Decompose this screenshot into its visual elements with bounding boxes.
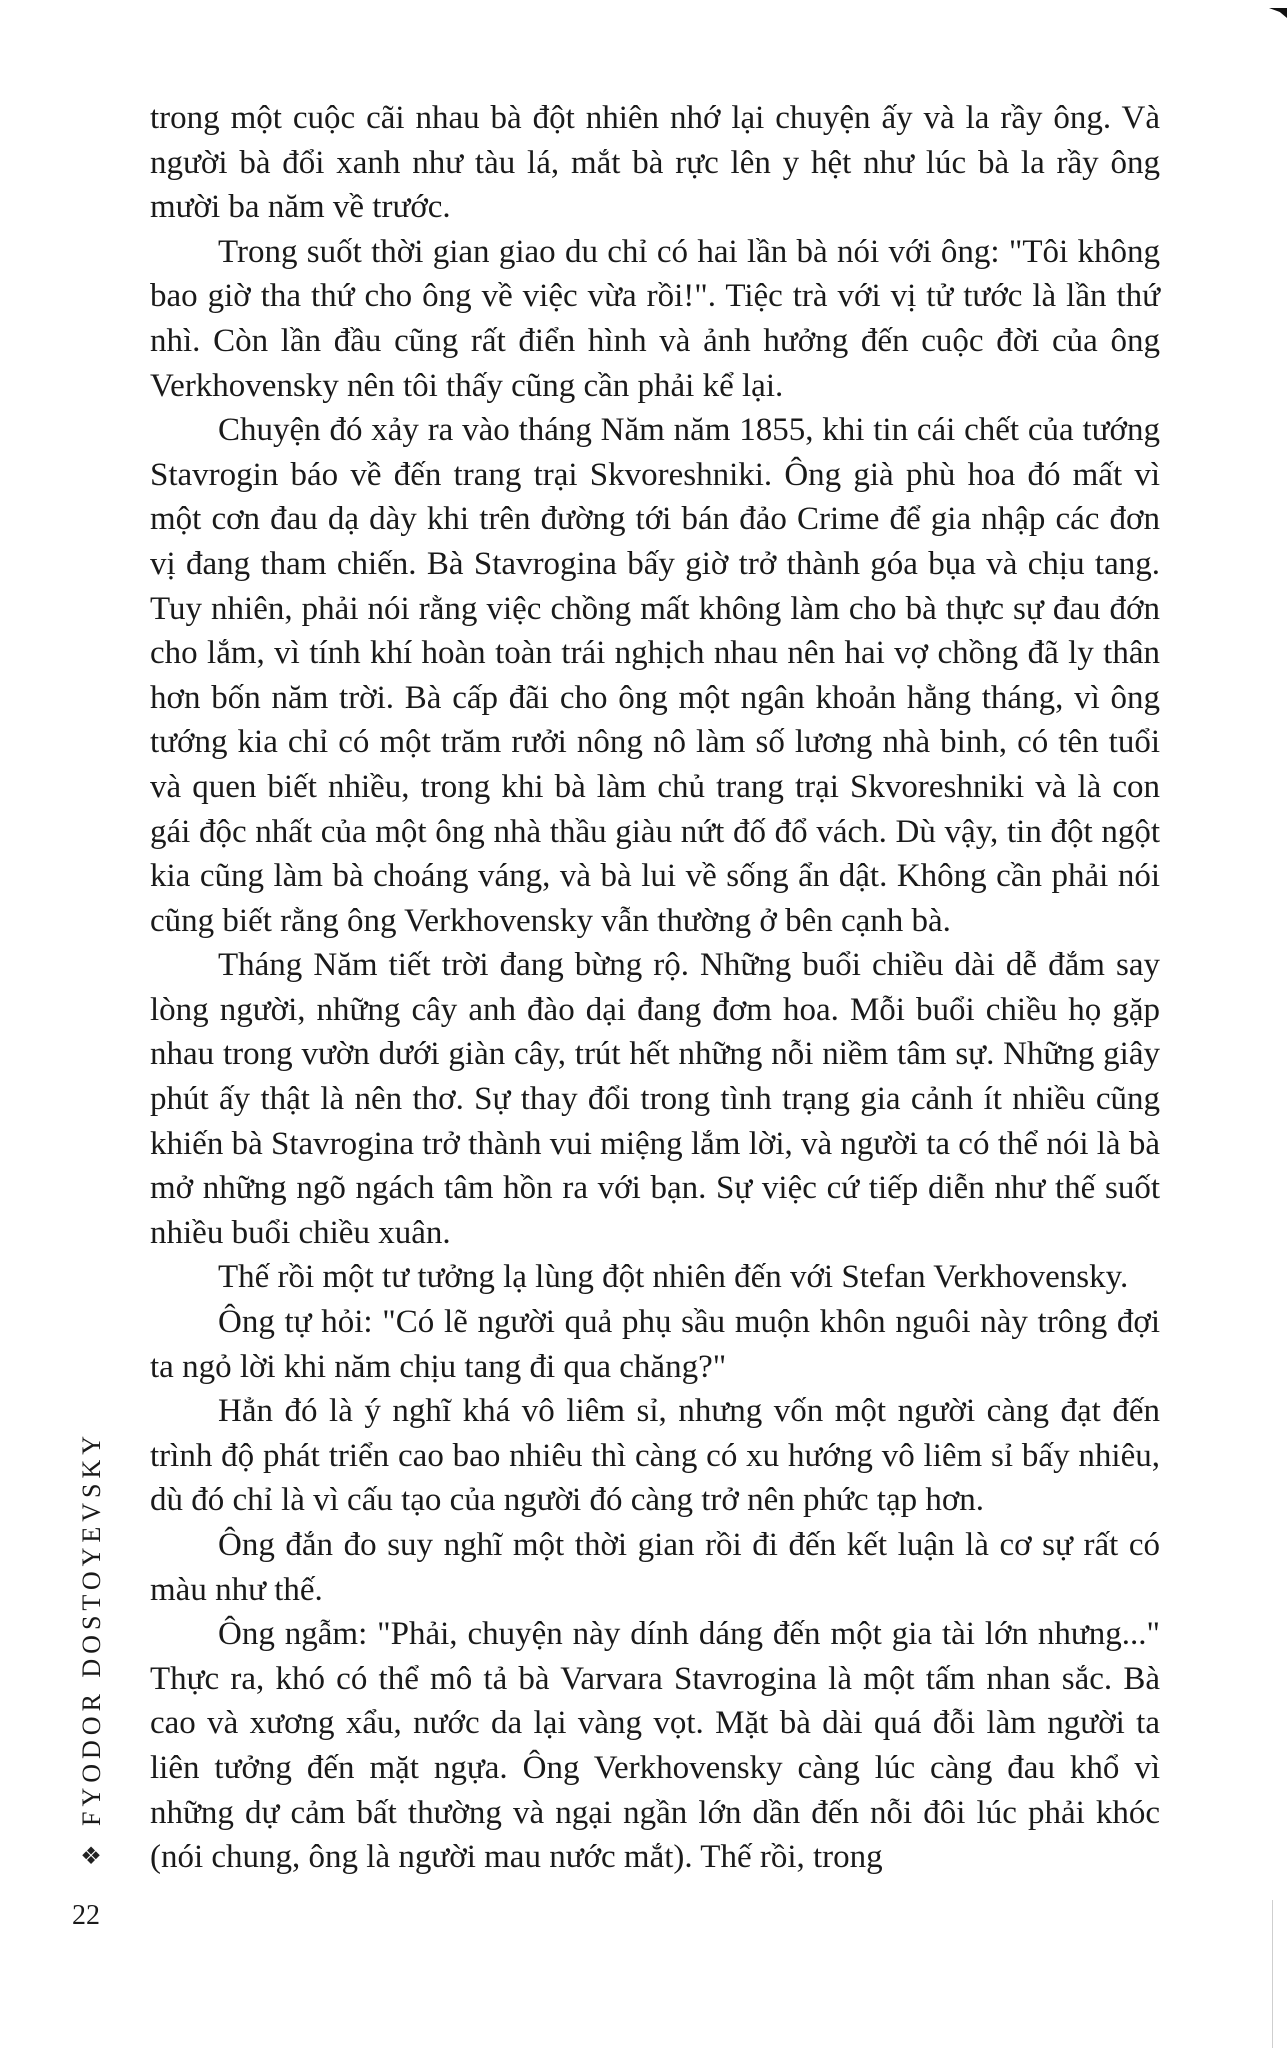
paragraph-6: Ông tự hỏi: "Có lẽ người quả phụ sầu muộn khôn nguôi này trông đợi ta ngỏ lời khi năm chịu tang đi qua chăng?" bbox=[150, 1304, 1160, 1385]
paragraph-7: Hẳn đó là ý nghĩ khá vô liêm sỉ, nhưng vốn một người càng đạt đến trình độ phát triển cao bao nhiêu thì càng có xu hướng vô liêm sỉ bấy nhiêu, dù đó chỉ là vì cấu tạo của người đó càng trở nên phức tạp hơn. bbox=[150, 1393, 1160, 1519]
paragraph-9: Ông ngẫm: "Phải, chuyện này dính dáng đến một gia tài lớn nhưng..." Thực ra, khó có thể mô tả bà Varvara Stavrogina là một tấm nhan sắc. Bà cao và xương xẩu, nước da lại vàng vọt. Mặt bà dài quá đỗi làm người ta liên tưởng đến mặt ngựa. Ông Verkhovensky càng lúc càng đau khổ vì những dự cảm bất thường và ngại ngần lớn dần đến nỗi đôi lúc phải khóc (nói chung, ông là người mau nước mắt). Thế rồi, trong bbox=[150, 1616, 1160, 1876]
ornament-icon: ❖ bbox=[80, 1844, 102, 1870]
page-corner-mark bbox=[1269, 8, 1287, 18]
page-body-text bbox=[150, 96, 1160, 1880]
paragraph-2: Trong suốt thời gian giao du chỉ có hai lần bà nói với ông: "Tôi không bao giờ tha thứ cho ông về việc vừa rồi!". Tiệc trà với vị tử tước là lần thứ nhì. Còn lần đầu cũng rất điển hình và ảnh hưởng đến cuộc đời của ông Verkhovensky nên tôi thấy cũng cần phải kể lại. bbox=[150, 233, 1160, 404]
paragraph-1: trong một cuộc cãi nhau bà đột nhiên nhớ lại chuyện ấy và la rầy ông. Và người bà đổi xanh như tàu lá, mắt bà rực lên y hệt như lúc bà la rầy ông mười ba năm về trước. bbox=[150, 100, 1160, 226]
paragraph-4: Tháng Năm tiết trời đang bừng rộ. Những buổi chiều dài dễ đắm say lòng người, những cây anh đào dại đang đơm hoa. Mỗi buổi chiều họ gặp nhau trong vườn dưới giàn cây, trút hết những nỗi niềm tâm sự. Những giây phút ấy thật là nên thơ. Sự thay đổi trong tình trạng gia cảnh ít nhiều cũng khiến bà Stavrogina trở thành vui miệng lắm lời, và người ta có thể nói là bà mở những ngõ ngách tâm hồn ra với bạn. Sự việc cứ tiếp diễn như thế suốt nhiều buổi chiều xuân. bbox=[150, 947, 1160, 1251]
paragraph-3: Chuyện đó xảy ra vào tháng Năm năm 1855, khi tin cái chết của tướng Stavrogin báo về đến trang trại Skvoreshniki. Ông già phù hoa đó mất vì một cơn đau dạ dày khi trên đường tới bán đảo Crime để gia nhập các đơn vị đang tham chiến. Bà Stavrogina bấy giờ trở thành góa bụa và chịu tang. Tuy nhiên, phải nói rằng việc chồng mất không làm cho bà thực sự đau đớn cho lắm, vì tính khí hoàn toàn trái nghịch nhau nên hai vợ chồng đã ly thân hơn bốn năm trời. Bà cấp đãi cho ông một ngân khoản hằng tháng, vì ông tướng kia chỉ có một trăm rưởi nông nô làm số lương nhà binh, có tên tuổi và quen biết nhiều, trong khi bà làm chủ trang trại Skvoreshniki và là con gái độc nhất của một ông nhà thầu giàu nứt đố đổ vách. Dù vậy, tin đột ngột kia cũng làm bà choáng váng, và bà lui về sống ẩn dật. Không cần phải nói cũng biết rằng ông Verkhovensky vẫn thường ở bên cạnh bà. bbox=[150, 412, 1160, 939]
paragraph-5: Thế rồi một tư tưởng lạ lùng đột nhiên đến với Stefan Verkhovensky. bbox=[218, 1259, 1129, 1296]
page-edge-line bbox=[1272, 1900, 1273, 2048]
page-number: 22 bbox=[72, 1900, 100, 1931]
running-header-author: FYODOR DOSTOYEVSKY bbox=[77, 1430, 106, 1826]
paragraph-8: Ông đắn đo suy nghĩ một thời gian rồi đi đến kết luận là cơ sự rất có màu như thế. bbox=[150, 1527, 1160, 1608]
